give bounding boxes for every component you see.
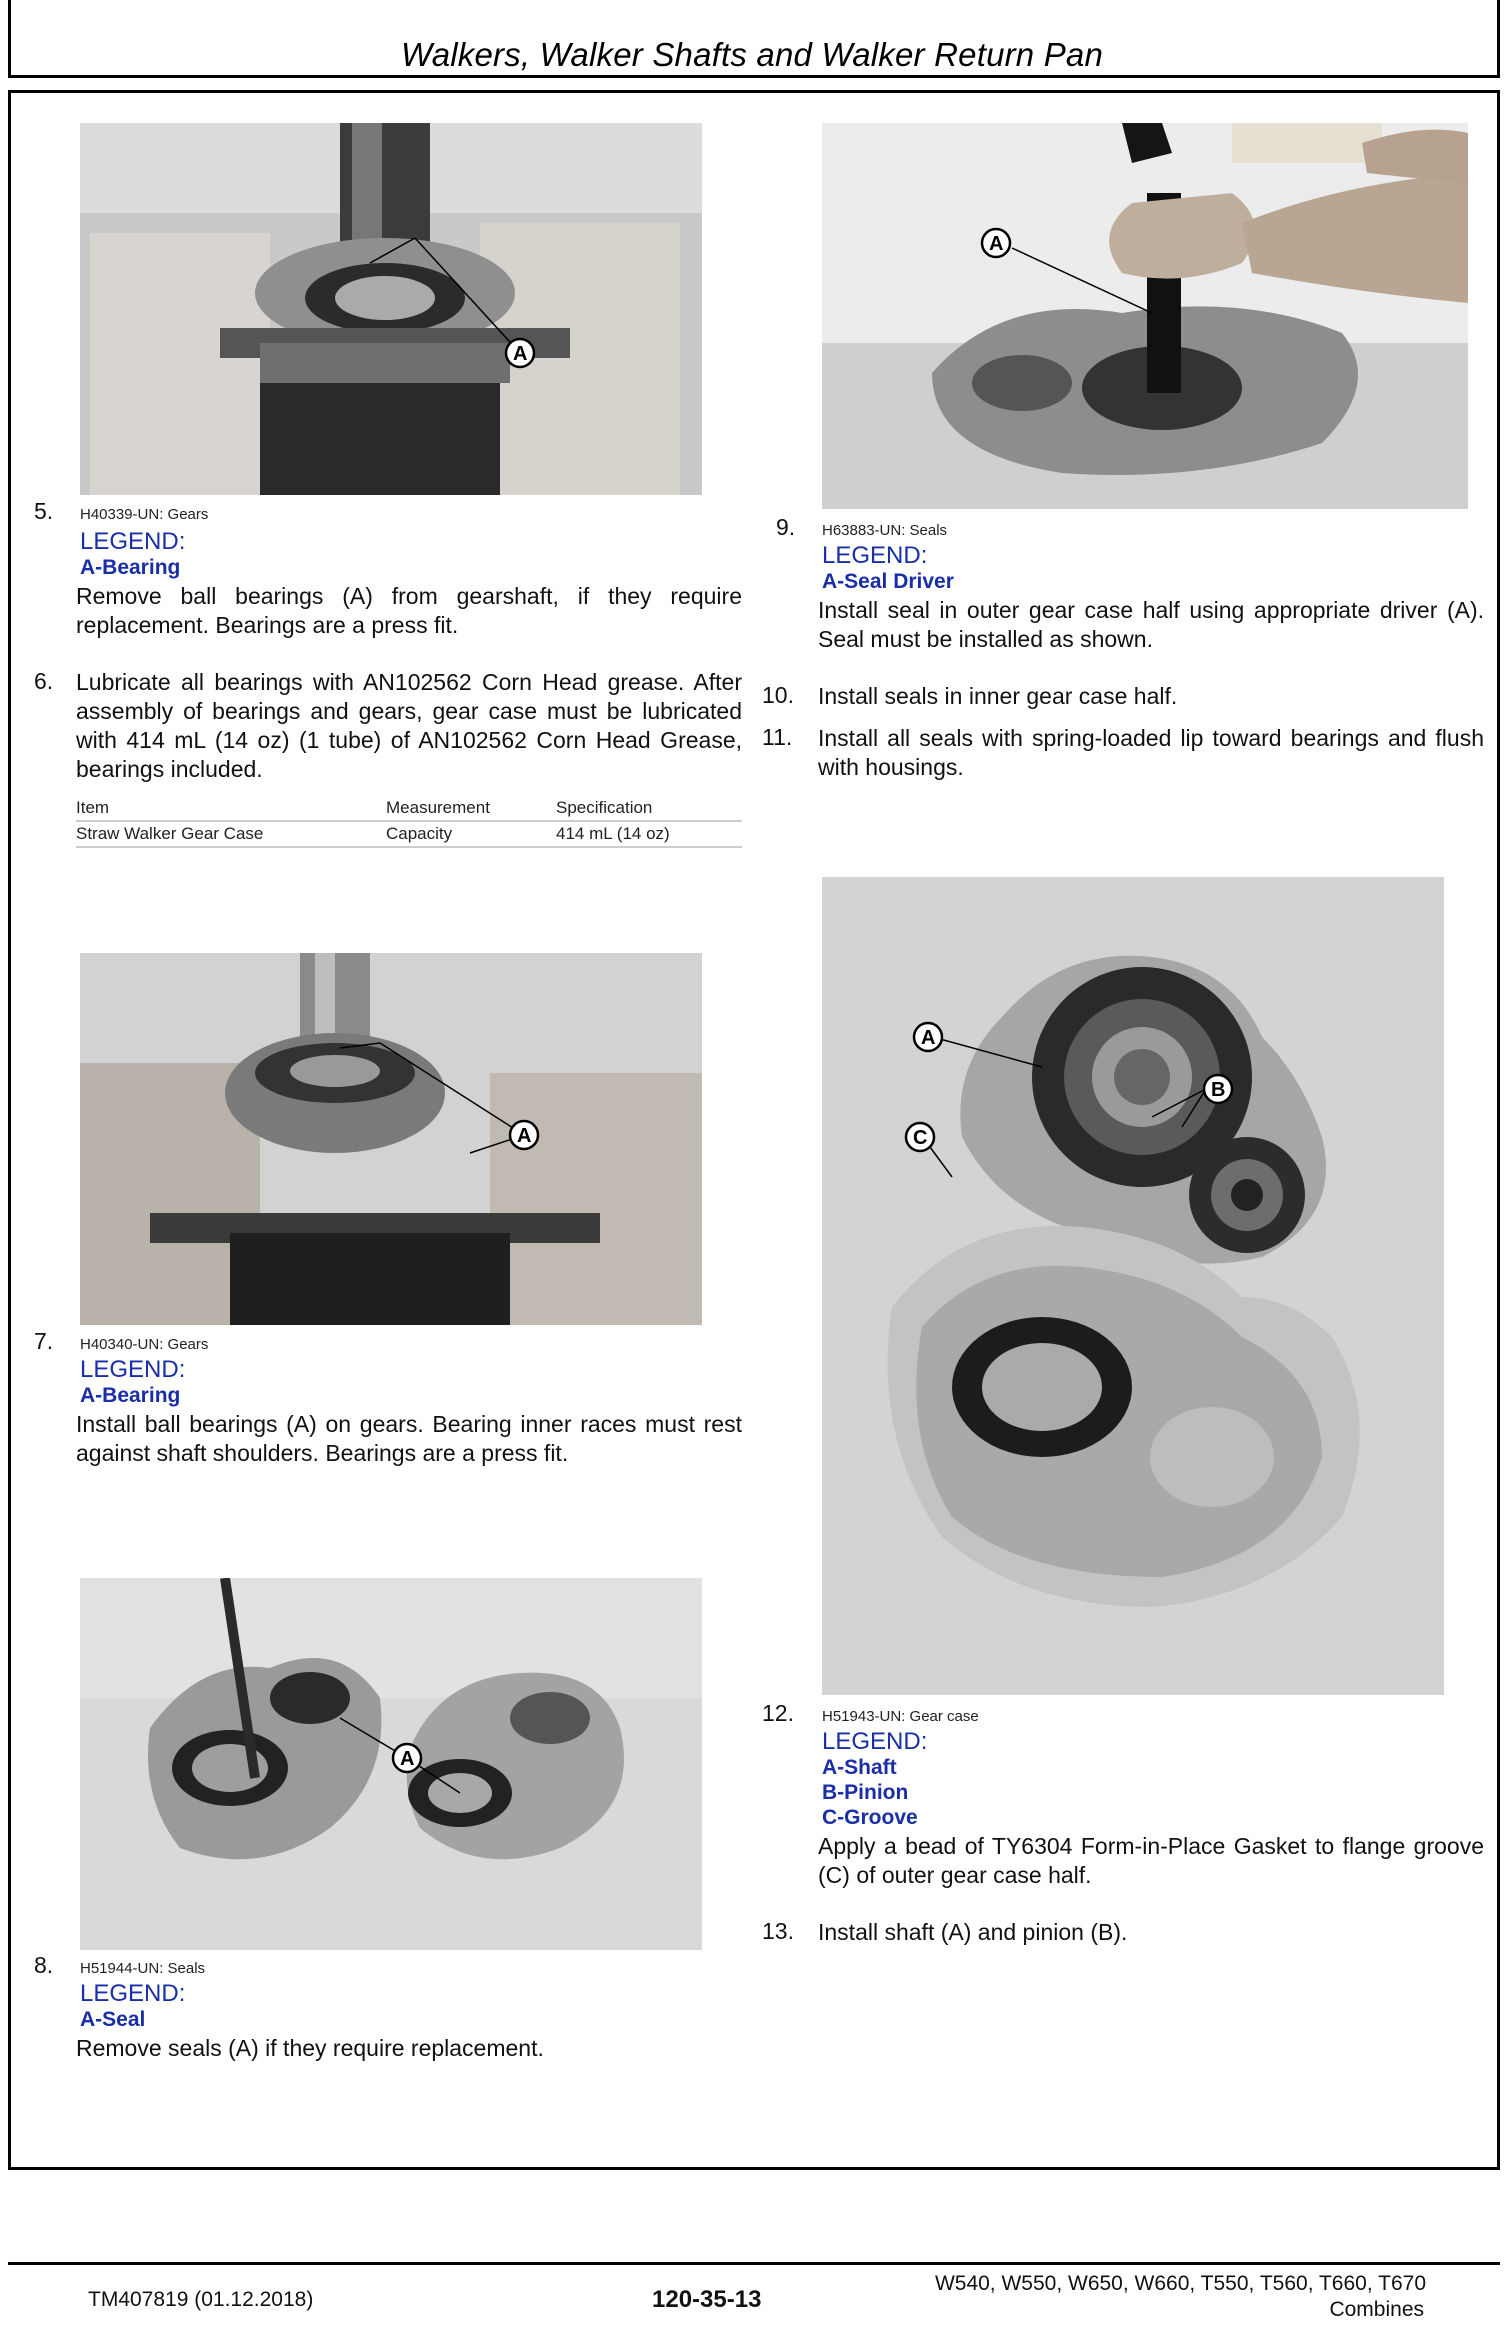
step-number: 7. (34, 1328, 54, 1354)
step-text: Remove ball bearings (A) from gearshaft, if they require replacement. Bearings are a press fit. (76, 583, 742, 638)
legend-item-seal: A-Seal (80, 2008, 146, 2031)
step-number: 9. (776, 514, 796, 540)
spec-table (76, 796, 742, 848)
legend-item-pinion: B-Pinion (822, 1781, 909, 1804)
table-header-measurement: Measurement (386, 796, 556, 821)
table-row (76, 821, 742, 847)
photo-seal-driver (822, 123, 1468, 509)
legend-item-groove: C-Groove (822, 1806, 918, 1829)
photo-gear-case (822, 877, 1444, 1695)
legend-heading: LEGEND: (80, 1980, 186, 2007)
step-text: Install seal in outer gear case half using appropriate driver (A). Seal must be installed as shown. (818, 597, 1484, 652)
callout-a-label: A (400, 1748, 415, 1770)
table-cell: Capacity (386, 821, 556, 847)
callout-a-label: A (989, 233, 1004, 255)
callout-a-label: A (517, 1125, 532, 1147)
photo-gears-install (80, 953, 702, 1325)
figure-id: H51943-UN: Gear case (822, 1708, 979, 1725)
footer-doc-id: TM407819 (01.12.2018) (88, 2288, 314, 2311)
table-header-specification: Specification (556, 796, 742, 821)
legend-heading: LEGEND: (80, 528, 186, 555)
step-number: 13. (762, 1918, 794, 1944)
footer-product: Combines (1329, 2298, 1424, 2321)
step-text: Remove seals (A) if they require replacement. (76, 2035, 544, 2061)
table-cell: Straw Walker Gear Case (76, 821, 386, 847)
figure-id: H40339-UN: Gears (80, 506, 209, 523)
legend-item-bearing: A-Bearing (80, 556, 181, 579)
legend-heading: LEGEND: (822, 542, 928, 569)
footer-rule (8, 2262, 1500, 2265)
photo-seals-removal (80, 1578, 702, 1950)
callout-a-label: A (921, 1027, 936, 1049)
callout-b-label: B (1211, 1079, 1226, 1101)
step-text: Apply a bead of TY6304 Form-in-Place Gasket to flange groove (C) of outer gear case half. (818, 1833, 1484, 1888)
step-number: 5. (34, 498, 54, 524)
legend-heading: LEGEND: (822, 1728, 928, 1755)
step-text: Install shaft (A) and pinion (B). (818, 1919, 1128, 1945)
page-title: Walkers, Walker Shafts and Walker Return Pan (400, 36, 1104, 73)
step-number: 10. (762, 682, 794, 708)
step-text: Lubricate all bearings with AN102562 Corn Head grease. After assembly of bearings and gears, gear case must be lubricated with 414 mL (14 oz) (1 tube) of AN102562 Corn Head Grease, bearings included. (76, 669, 742, 782)
figure-id: H40340-UN: Gears (80, 1336, 209, 1353)
table-cell: 414 mL (14 oz) (556, 821, 742, 847)
legend-heading: LEGEND: (80, 1356, 186, 1383)
table-header-item: Item (76, 796, 386, 821)
callout-a-label: A (513, 343, 528, 365)
legend-item-seal-driver: A-Seal Driver (822, 570, 954, 593)
step-number: 6. (34, 668, 54, 694)
step-number: 8. (34, 1952, 54, 1978)
footer-models: W540, W550, W650, W660, T550, T560, T660, T670 (934, 2272, 1426, 2295)
callout-c-label: C (913, 1127, 928, 1149)
step-text: Install seals in inner gear case half. (818, 683, 1178, 709)
step-number: 11. (762, 724, 793, 750)
step-text: Install all seals with spring-loaded lip toward bearings and flush with housings. (818, 725, 1484, 780)
step-text: Install ball bearings (A) on gears. Bearing inner races must rest against shaft shoulders. Bearings are a press fit. (76, 1411, 742, 1466)
legend-item-shaft: A-Shaft (822, 1756, 897, 1779)
figure-id: H51944-UN: Seals (80, 1960, 206, 1977)
legend-item-bearing: A-Bearing (80, 1384, 181, 1407)
figure-id: H63883-UN: Seals (822, 522, 948, 539)
table-header-row (76, 796, 742, 821)
step-number: 12. (762, 1700, 794, 1726)
footer-page-number: 120-35-13 (652, 2286, 762, 2313)
photo-gears-removal (80, 123, 702, 495)
